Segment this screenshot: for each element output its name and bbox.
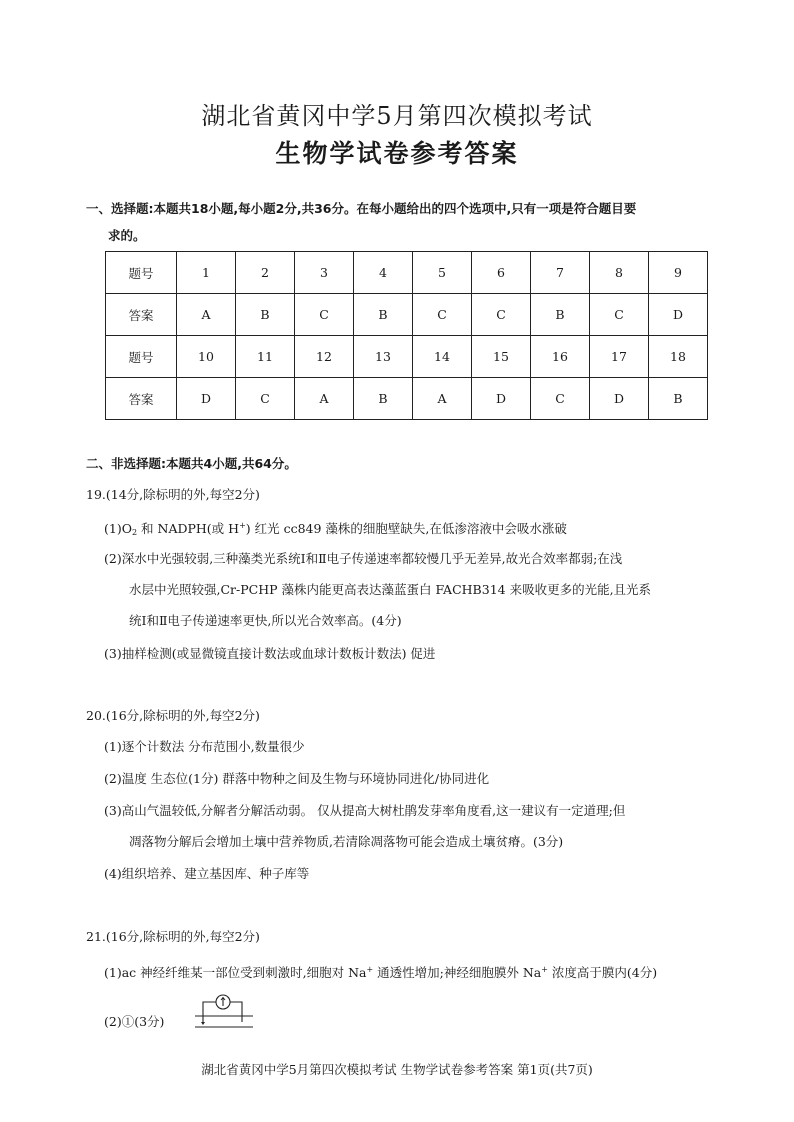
table-cell: C [472,294,531,336]
row-label: 答案 [106,294,177,336]
table-cell: A [177,294,236,336]
table-cell: 10 [177,336,236,378]
table-cell: A [413,378,472,420]
table-cell: 18 [649,336,708,378]
table-cell: 11 [236,336,295,378]
q21-header: 21.(16分,除标明的外,每空2分) [86,929,260,944]
table-cell: 16 [531,336,590,378]
q19-answer-1 [104,516,567,543]
row-label: 题号 [106,336,177,378]
table-cell: 7 [531,252,590,294]
table-cell: C [531,378,590,420]
q20-answer-3-line2: 凋落物分解后会增加土壤中营养物质,若清除凋落物可能会造成土壤贫瘠。(3分) [129,834,564,849]
answer-key-title: 生物学试卷参考答案 [275,139,519,168]
q20-answer-1: (1)逐个计数法 分布范围小,数量很少 [104,739,305,754]
q20-answer-2: (2)温度 生态位(1分) 群落中物种之间及生物与环境协同进化/协同进化 [104,771,490,786]
table-cell: 8 [590,252,649,294]
table-cell: 14 [413,336,472,378]
table-cell: A [295,378,354,420]
answer-table [105,251,708,420]
table-cell: D [590,378,649,420]
table-row [106,294,708,336]
q19-a1-part: 和 NADPH(或 H [137,521,240,536]
q19-a1-superscript: + [239,521,246,530]
table-cell: B [354,294,413,336]
table-cell: 12 [295,336,354,378]
q19-a1-part: (1)O [104,521,132,536]
section-1-heading [86,195,726,249]
table-cell: 3 [295,252,354,294]
galvanometer-icon [195,992,257,1034]
table-row [106,378,708,420]
q19-header: 19.(14分,除标明的外,每空2分) [86,487,260,502]
q20-answer-3-line1: (3)高山气温较低,分解者分解活动弱。 仅从提高大树杜鹃发芽率角度看,这一建议有一定道理;但 [104,803,626,818]
table-cell: 6 [472,252,531,294]
table-cell: D [472,378,531,420]
table-row [106,252,708,294]
table-cell: C [295,294,354,336]
section-1-heading-line2: 求的。 [108,228,146,243]
q21-a1-part: (1)ac 神经纤维某一部位受到刺激时,细胞对 Na [104,965,367,980]
row-label: 题号 [106,252,177,294]
q21-a1-part: 浓度高于膜内(4分) [547,965,658,980]
page-footer: 湖北省黄冈中学5月第四次模拟考试 生物学试卷参考答案 第1页(共7页) [201,1062,593,1077]
q19-answer-2-line2: 水层中光照较强,Cr-PCHP 藻株内能更高表达藻蓝蛋白 FACHB314 来吸收更多的光能,且光系 [129,582,652,597]
table-cell: 9 [649,252,708,294]
q19-a1-subscript: 2 [131,528,138,537]
table-cell: 5 [413,252,472,294]
table-cell: D [649,294,708,336]
q21-a1-part: 通透性增加;神经细胞膜外 Na [373,965,542,980]
q20-answer-4: (4)组织培养、建立基因库、种子库等 [104,866,310,881]
table-cell: B [649,378,708,420]
table-cell: 13 [354,336,413,378]
table-row [106,336,708,378]
table-cell: 4 [354,252,413,294]
q19-answer-3: (3)抽样检测(或显微镜直接计数法或血球计数板计数法) 促进 [104,646,436,661]
table-cell: B [236,294,295,336]
section-1-heading-line1: 一、选择题:本题共18小题,每小题2分,共36分。在每小题给出的四个选项中,只有一项是符合题目要 [86,201,637,216]
table-cell: 1 [177,252,236,294]
q21-a1-superscript: + [541,965,548,974]
table-cell: 2 [236,252,295,294]
q19-a1-part: ) 红光 cc849 藻株的细胞壁缺失,在低渗溶液中会吸水涨破 [245,521,567,536]
table-cell: C [413,294,472,336]
q21-a1-superscript: + [366,965,374,974]
table-cell: D [177,378,236,420]
q21-answer-1 [104,960,657,983]
table-cell: C [236,378,295,420]
q19-answer-2-line3: 统Ⅰ和Ⅱ电子传递速率更快,所以光合效率高。(4分) [129,613,402,628]
q20-header: 20.(16分,除标明的外,每空2分) [86,708,260,723]
table-cell: B [354,378,413,420]
exam-title: 湖北省黄冈中学5月第四次模拟考试 [201,102,593,130]
table-cell: 15 [472,336,531,378]
q19-answer-2-line1: (2)深水中光强较弱,三种藻类光系统Ⅰ和Ⅱ电子传递速率都较慢几乎无差异,故光合效率都弱;在浅 [104,551,623,566]
table-cell: B [531,294,590,336]
table-cell: 17 [590,336,649,378]
row-label: 答案 [106,378,177,420]
section-2-heading: 二、非选择题:本题共4小题,共64分。 [86,456,297,471]
table-cell: C [590,294,649,336]
q21-answer-2: (2)①(3分) [104,1014,165,1029]
